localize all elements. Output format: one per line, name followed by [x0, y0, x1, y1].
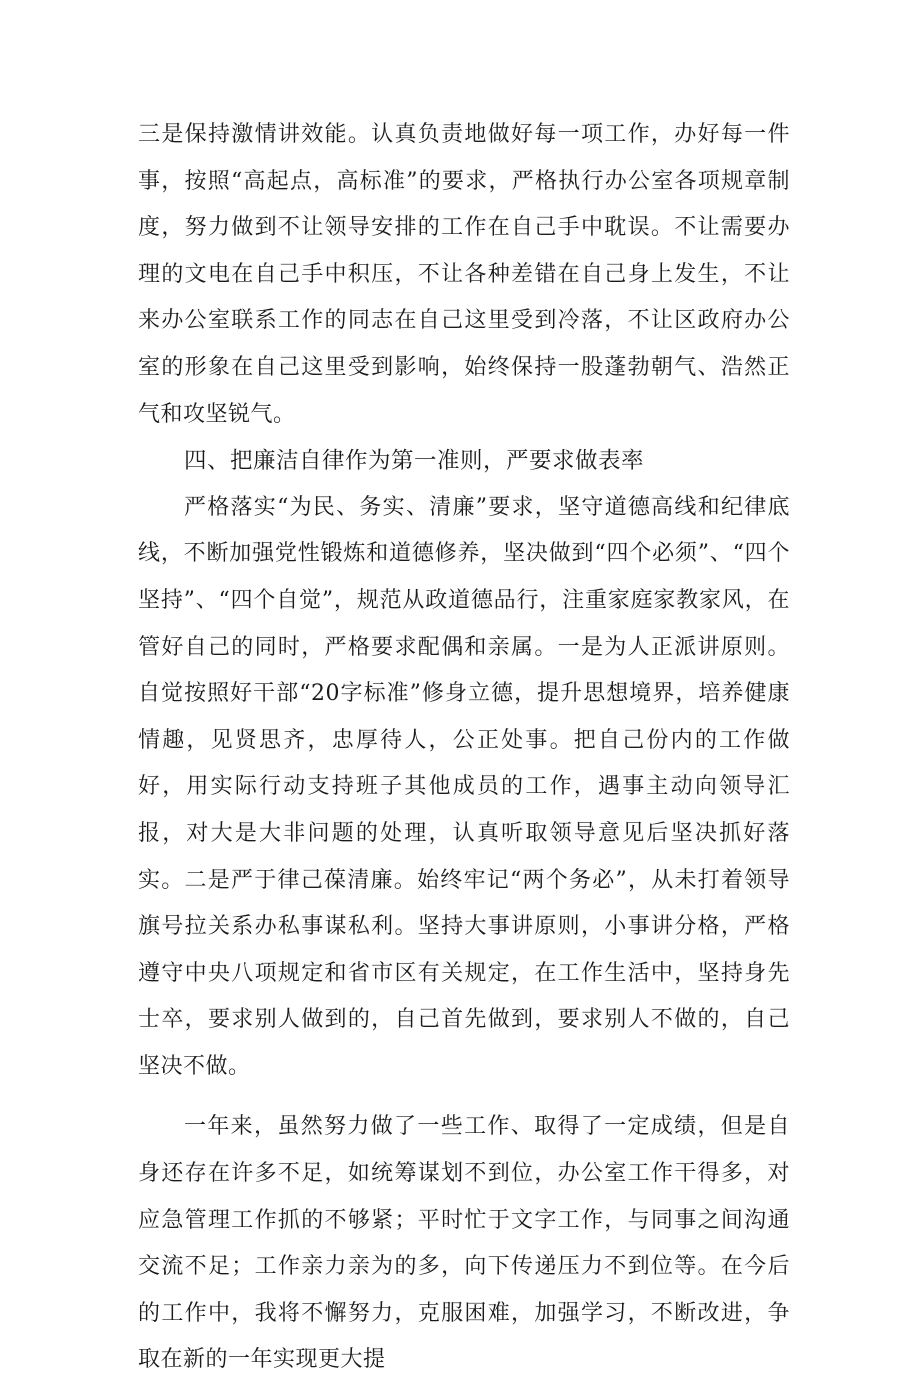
paragraph-integrity: 严格落实“为民、务实、清廉”要求，坚守道德高线和纪律底线，不断加强党性锻炼和道德修养，坚决做到“四个必须”、“四个坚持”、“四个自觉”，规范从政道德品行，注重家庭家教家风，在管好自己的同时，严格要求配偶和亲属。一是为人正派讲原则。自觉按照好干部“20字标准”修身立德，提升思想境界，培养健康情趣，见贤思齐，忠厚待人，公正处事。把自己份内的工作做好，用实际行动支持班子其他成员的工作，遇事主动向领导汇报，对大是大非问题的处理，认真听取领导意见后坚决抓好落实。二是严于律己葆清廉。始终牢记“两个务必”，从未打着领导旗号拉关系办私事谋私利。坚持大事讲原则，小事讲分格，严格遵守中央八项规定和省市区有关规定，在工作生活中，坚持身先士卒，要求别人做到的，自己首先做到，要求别人不做的，自己坚决不做。 — [138, 494, 790, 1079]
paragraph-efficiency: 三是保持激情讲效能。认真负责地做好每一项工作，办好每一件事，按照“高起点，高标准”的要求，严格执行办公室各项规章制度，努力做到不让领导安排的工作在自己手中耽误。不让需要办理的文电在自己手中积压，不让各种差错在自己身上发生，不让来办公室联系工作的同志在自己这里受到冷落，不让区政府办公室的形象在自己这里受到影响，始终保持一股蓬勃朝气、浩然正气和攻坚锐气。 — [138, 122, 790, 427]
paragraph-spacer — [138, 1090, 790, 1104]
document-body — [138, 112, 790, 1384]
paragraph-summary: 一年来，虽然努力做了一些工作、取得了一定成绩，但是自身还存在许多不足，如统筹谋划不到位，办公室工作干得多，对应急管理工作抓的不够紧；平时忙于文字工作，与同事之间沟通交流不足；工作亲力亲为的多，向下传递压力不到位等。在今后的工作中，我将不懈努力，克服困难，加强学习，不断改进，争取在新的一年实现更大提 — [138, 1114, 790, 1373]
section-heading-integrity: 四、把廉洁自律作为第一准则，严要求做表率 — [184, 448, 645, 475]
